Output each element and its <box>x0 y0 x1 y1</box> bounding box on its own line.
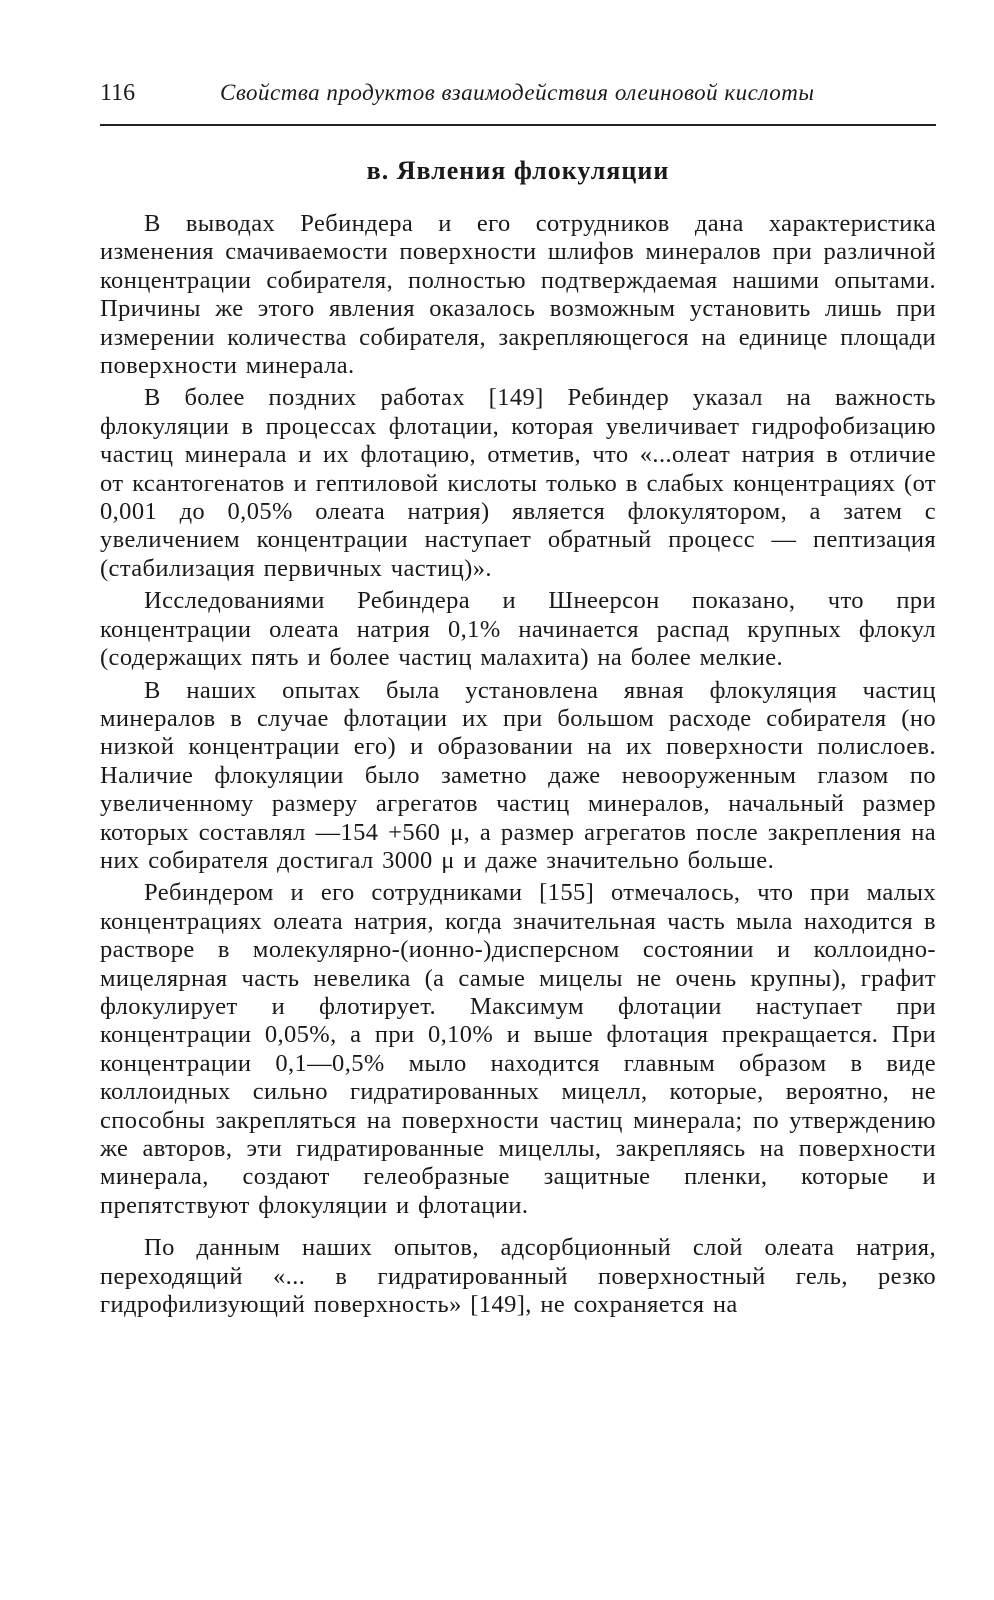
book-page <box>100 80 936 1323</box>
paragraph-6: По данным наших опытов, адсорбционный слой олеата натрия, переходящий «... в гидратированный поверхностный гель, резко гидрофилизующий поверхность» [149], не сохраняется на <box>100 1234 936 1319</box>
running-header <box>100 80 936 126</box>
paragraph-3: Исследованиями Ребиндера и Шнеерсон показано, что при концентрации олеата натрия 0,1% начинается распад крупных флокул (содержащих пять и более частиц малахита) на более мелкие. <box>100 587 936 672</box>
section-title: в. Явления флокуляции <box>366 156 670 185</box>
paragraph-5: Ребиндером и его сотрудниками [155] отмечалось, что при малых концентрациях олеата натрия, когда значительная часть мыла находится в растворе в молекулярно-(ионно-)дисперсном состоянии и коллоидно-мицелярная часть невелика (а самые мицелы не очень крупны), графит флокулирует и флотирует. Максимум флотации наступает при концентрации 0,05%, а при 0,10% и выше флотация прекращается. При концентрации 0,1—0,5% мыло находится главным образом в виде коллоидных сильно гидратированных мицелл, которые, вероятно, не способны закрепляться на поверхности частиц минерала; по утверждению же авторов, эти гидратированные мицеллы, закрепляясь на поверхности минерала, создают гелеобразные защитные пленки, которые и препятствуют флокуляции и флотации. <box>100 879 936 1219</box>
paragraph-4: В наших опытах была установлена явная флокуляция частиц минералов в случае флотации их при большом расходе собирателя (но низкой концентрации его) и образовании на их поверхности полислоев. Наличие флокуляции было заметно даже невооруженным глазом по увеличенному размеру агрегатов частиц минералов, начальный размер которых составлял —154 +560 μ, а размер агрегатов после закрепления на них собирателя достигал 3000 μ и даже значительно больше. <box>100 676 936 874</box>
paragraph-2: В более поздних работах [149] Ребиндер указал на важность флокуляции в процессах флотации, которая увеличивает гидрофобизацию частиц минерала и их флотацию, отметив, что «...олеат натрия в отличие от ксантогенатов и гептиловой кислоты только в слабых концентрациях (от 0,001 до 0,05% олеата натрия) является флокулятором, а затем с увеличением концентрации наступает обратный процесс — пептизация (стабилизация первичных частиц)». <box>100 384 936 582</box>
running-title: Свойства продуктов взаимодействия олеиновой кислоты <box>220 80 815 105</box>
paragraph-1: В выводах Ребиндера и его сотрудников дана характеристика изменения смачиваемости поверхности шлифов минералов при различной концентрации собирателя, полностью подтверждаемая нашими опытами. Причины же этого явления оказалось возможным установить лишь при измерении количества собирателя, закрепляющегося на единице площади поверхности минерала. <box>100 210 936 380</box>
page-number: 116 <box>100 80 136 106</box>
body-text <box>100 210 936 1319</box>
